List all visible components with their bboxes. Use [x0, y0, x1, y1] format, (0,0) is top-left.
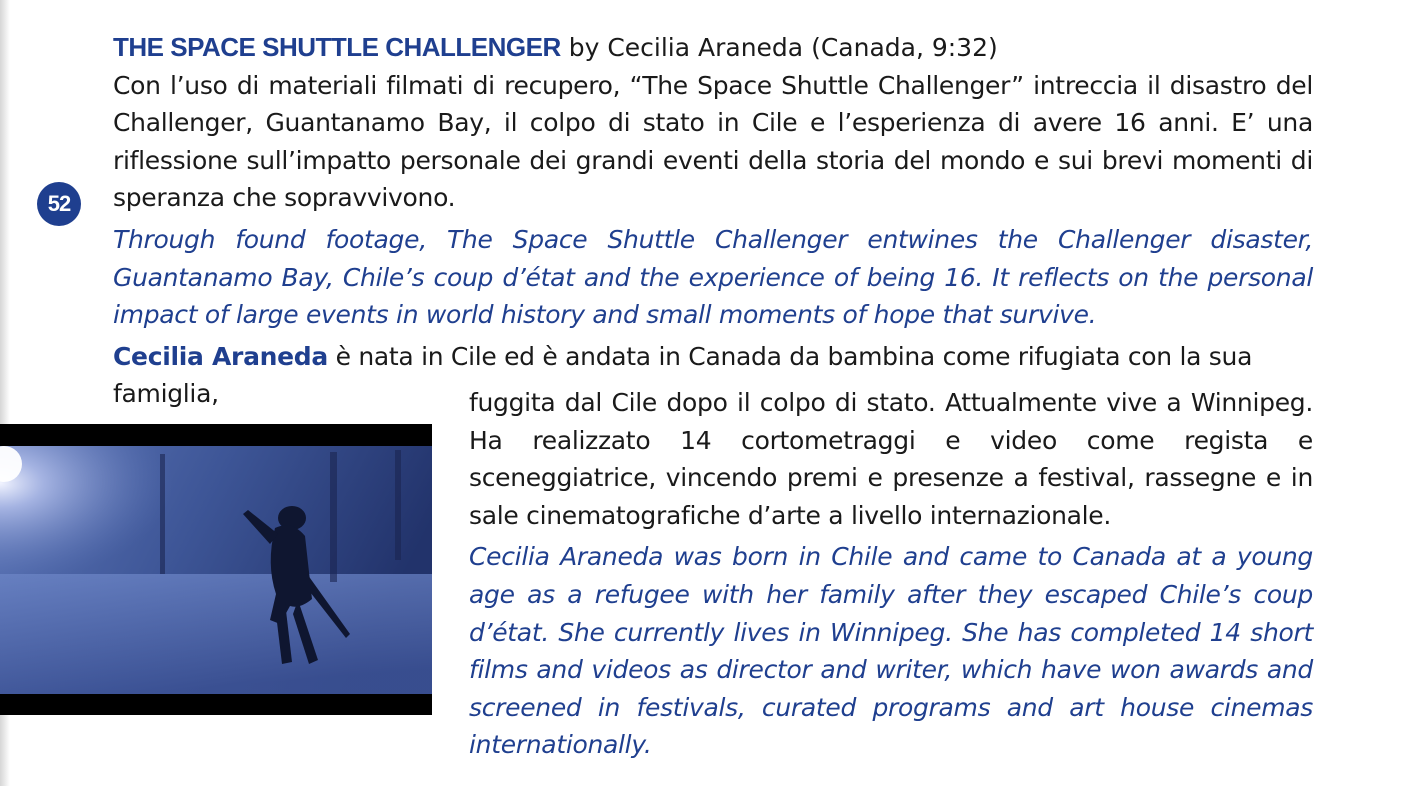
- director-bio: [469, 384, 1313, 764]
- synopsis-italian: Con l’uso di materiali filmati di recupero, “The Space Shuttle Challenger” intreccia il disastro del Challenger, Guantanamo Bay, il colpo di stato in Cile e l’esperienza di avere 16 anni. E’ una riflessione sull’impatto personale dei grandi eventi della storia del mondo e sui brevi momenti di speranza che sopravvivono.: [113, 70, 1313, 213]
- director-bio-italian: fuggita dal Cile dopo il colpo di stato. Attualmente vive a Winnipeg. Ha realizzato 14 cortometraggi e video come regista e sceneggiatrice, vincendo premi e presenze a festival, rassegne e in sale cinematografiche d’arte a livello internazionale.: [469, 388, 1313, 530]
- film-still-scene: [0, 424, 432, 715]
- film-title: THE SPACE SHUTTLE CHALLENGER: [113, 32, 561, 62]
- director-name: Cecilia Araneda: [113, 341, 328, 371]
- film-heading: [113, 29, 1313, 67]
- film-entry: [113, 29, 1313, 413]
- director-bio-english: Cecilia Araneda was born in Chile and came to Canada at a young age as a refugee with her family after they escaped Chile’s coup d’état. She currently lives in Winnipeg. She has completed 14 short films and videos as director and writer, which have won awards and screened in festivals, curated programs and art house cinemas internationally.: [469, 542, 1313, 760]
- film-byline: by Cecilia Araneda (Canada, 9:32): [560, 33, 998, 62]
- page-number-badge: 52: [37, 182, 81, 226]
- film-still-image: [0, 424, 432, 715]
- synopsis-english: Through found footage, The Space Shuttle Challenger entwines the Challenger disaster, Guantanamo Bay, Chile’s coup d’état and the experience of being 16. It reflects on the personal impact of large events in world history and small moments of hope that survive.: [113, 224, 1313, 330]
- director-bio-first-line: è nata in Cile ed è andata in Canada da bambina come rifugiata con la sua famiglia,: [113, 341, 1253, 409]
